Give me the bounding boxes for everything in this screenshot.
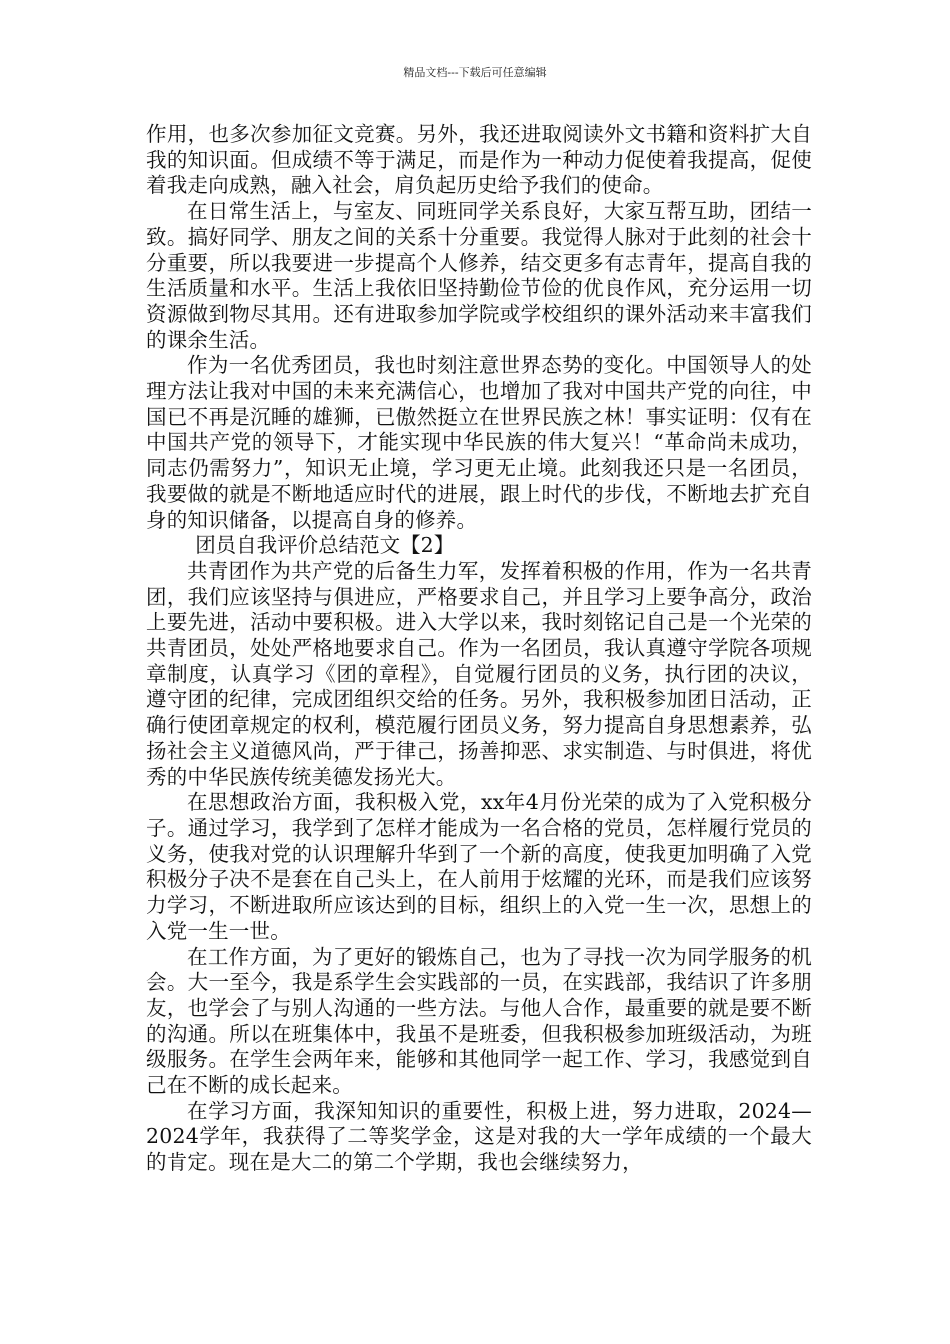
- paragraph-4: 共青团作为共产党的后备生力军，发挥着积极的作用，作为一名共青团，我们应该坚持与俱进应，严格要求自己，并且学习上要争高分，政治上要先进，活动中要积极。进入大学以来，我时刻铭记自己是一个光荣的共青团员，处处严格地要求自己。作为一名团员，我认真遵守学院各项规章制度，认真学习《团的章程》，自觉履行团员的义务，执行团的决议，遵守团的纪律，完成团组织交给的任务。另外，我积极参加团日活动，正确行使团章规定的权利，模范履行团员义务，努力提高自身思想素养，弘扬社会主义道德风尚，严于律己，扬善抑恶、求实制造、与时俱进，将优秀的中华民族传统美德发扬光大。: [146, 558, 812, 789]
- section-heading: 团员自我评价总结范文【2】: [195, 533, 455, 558]
- paragraph-7: 在学习方面，我深知知识的重要性，积极上进，努力进取，2024—2024学年，我获得了二等奖学金，这是对我的大一学年成绩的一个最大的肯定。现在是大二的第二个学期，我也会继续努力，: [146, 1098, 812, 1175]
- document-body: [146, 122, 812, 1176]
- paragraph-6: 在工作方面，为了更好的锻炼自己，也为了寻找一次为同学服务的机会。大一至今，我是系学生会实践部的一员，在实践部，我结识了许多朋友，也学会了与别人沟通的一些方法。与他人合作，最重要的就是要不断的沟通。所以在班集体中，我虽不是班委，但我积极参加班级活动，为班级服务。在学生会两年来，能够和其他同学一起工作、学习，我感觉到自己在不断的成长起来。: [146, 944, 812, 1098]
- paragraph-3: 作为一名优秀团员，我也时刻注意世界态势的变化。中国领导人的处理方法让我对中国的未来充满信心，也增加了我对中国共产党的向往，中国已不再是沉睡的雄狮，已傲然挺立在世界民族之林！事实证明：仅有在中国共产党的领导下，才能实现中华民族的伟大复兴！“革命尚未成功，同志仍需努力”，知识无止境，学习更无止境。此刻我还只是一名团员，我要做的就是不断地适应时代的进展，跟上时代的步伐，不断地去扩充自身的知识储备，以提高自身的修养。: [146, 353, 812, 532]
- page-header: 精品文档---下载后可任意编辑: [403, 66, 547, 79]
- paragraph-1: 作用，也多次参加征文竞赛。另外，我还进取阅读外文书籍和资料扩大自我的知识面。但成绩不等于满足，而是作为一种动力促使着我提高，促使着我走向成熟，融入社会，肩负起历史给予我们的使命。: [146, 122, 812, 198]
- paragraph-2: 在日常生活上，与室友、同班同学关系良好，大家互帮互助，团结一致。搞好同学、朋友之间的关系十分重要。我觉得人脉对于此刻的社会十分重要，所以我要进一步提高个人修养，结交更多有志青年，提高自我的生活质量和水平。生活上我依旧坚持勤俭节俭的优良作风，充分运用一切资源做到物尽其用。还有进取参加学院或学校组织的课外活动来丰富我们的课余生活。: [146, 199, 812, 352]
- paragraph-5: 在思想政治方面，我积极入党，xx年4月份光荣的成为了入党积极分子。通过学习，我学到了怎样才能成为一名合格的党员，怎样履行党员的义务，使我对党的认识理解升华到了一个新的高度，使我更加明确了入党积极分子决不是套在自己头上，在人前用于炫耀的光环，而是我们应该努力学习，不断进取所应该达到的目标，组织上的入党一生一次，思想上的入党一生一世。: [146, 790, 812, 943]
